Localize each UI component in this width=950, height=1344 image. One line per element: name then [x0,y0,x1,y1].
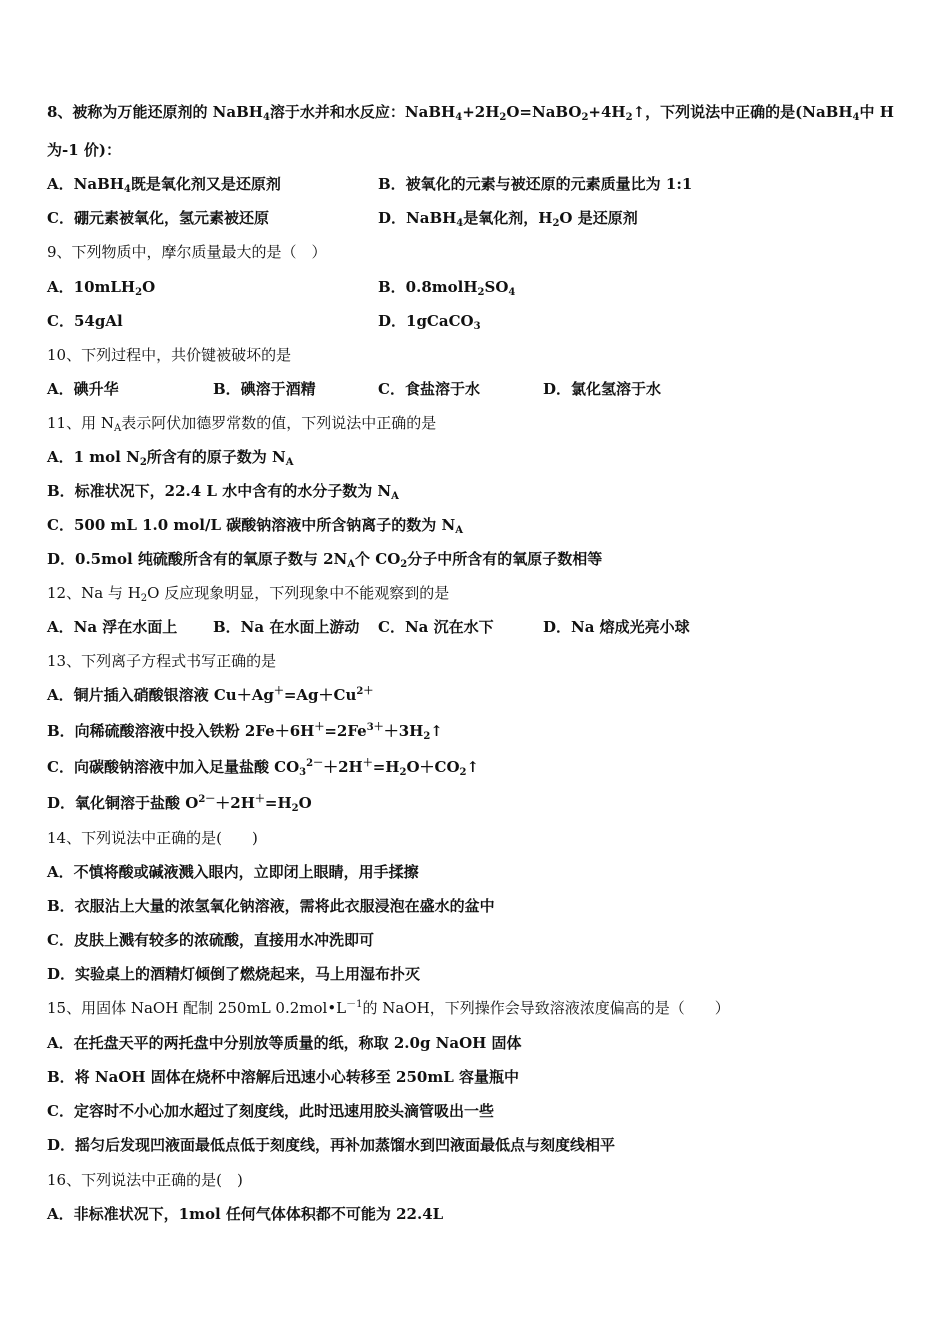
q16-stem: 16、下列说法中正确的是( ) [47,1171,243,1189]
q16-option-a[interactable]: A．非标准状况下，1mol 任何气体体积都不可能为 22.4L [47,1205,444,1223]
q10-stem: 10、下列过程中，共价键被破坏的是 [47,346,292,364]
q13-option-d[interactable]: D．氧化铜溶于盐酸 $O^{2-}+2H^+=H_2O$ [47,794,312,814]
q15-option-b[interactable]: B．将 NaOH 固体在烧杯中溶解后迅速小心转移至 250mL 容量瓶中 [47,1068,519,1086]
q11-stem: 11、用 $N_A$表示阿伏加德罗常数的值，下列说法中正确的是 [47,414,437,434]
q9-option-c[interactable]: C．54gAl [47,312,123,330]
q12-stem: 12、Na 与 $H_2O$ 反应现象明显，下列现象中不能观察到的是 [47,584,450,604]
q9-option-a[interactable]: A．10mLH$_2$O [47,278,156,298]
q12-option-a[interactable]: A．Na 浮在水面上 [47,618,178,636]
q14-option-a[interactable]: A．不慎将酸或碱液溅入眼内，立即闭上眼睛，用手揉擦 [47,863,419,881]
q8-option-d[interactable]: D．NaBH$_4$是氧化剂，$H_2O$ 是还原剂 [378,209,638,229]
q9-option-b[interactable]: B．$0.8molH_2SO_4$ [378,278,516,298]
q9-option-d[interactable]: D．1gCaCO$_3$ [378,312,481,332]
q8-stem-line2: 为-1 价)： [47,141,121,159]
q10-option-d[interactable]: D．氯化氢溶于水 [543,380,662,398]
q14-option-c[interactable]: C．皮肤上溅有较多的浓硫酸，直接用水冲洗即可 [47,931,374,949]
q15-option-c[interactable]: C．定容时不小心加水超过了刻度线，此时迅速用胶头滴管吸出一些 [47,1102,494,1120]
q8-option-c[interactable]: C．硼元素被氧化，氢元素被还原 [47,209,269,227]
q13-option-b[interactable]: B．向稀硫酸溶液中投入铁粉 $2Fe+6H^+=2Fe^{3+}+3H_2↑$ [47,722,443,742]
q10-option-a[interactable]: A．碘升华 [47,380,119,398]
q11-option-c[interactable]: C．500 mL 1.0 mol/L 碳酸钠溶液中所含钠离子的数为 $N_A$ [47,516,463,536]
q10-option-b[interactable]: B．碘溶于酒精 [213,380,316,398]
q10-option-c[interactable]: C．食盐溶于水 [378,380,480,398]
q13-option-a[interactable]: A．铜片插入硝酸银溶液 $Cu+Ag^+=Ag+Cu^{2+}$ [47,686,374,704]
q13-option-c[interactable]: C．向碳酸钠溶液中加入足量盐酸 $CO_3^{2-}+2H^+=H_2O+CO_2↑$ [47,758,480,778]
q11-option-d[interactable]: D．0.5mol 纯硫酸所含有的氧原子数与 $2N_A$个 $CO_2$分子中所含有的氧原子数相等 [47,550,603,570]
q14-option-b[interactable]: B．衣服沾上大量的浓氢氧化钠溶液，需将此衣服浸泡在盛水的盆中 [47,897,495,915]
q11-option-a[interactable]: A．1 mol $N_2$所含有的原子数为 $N_A$ [47,448,294,468]
q15-stem: 15、用固体 NaOH 配制 250mL $0.2mol•L^{-1}$的 NaOH，下列操作会导致溶液浓度偏高的是（ ） [47,999,730,1017]
q15-option-a[interactable]: A．在托盘天平的两托盘中分别放等质量的纸，称取 2.0g NaOH 固体 [47,1034,522,1052]
q12-option-c[interactable]: C．Na 沉在水下 [378,618,494,636]
q11-option-b[interactable]: B．标准状况下，22.4 L 水中含有的水分子数为 $N_A$ [47,482,399,502]
q8-option-a[interactable]: A．NaBH$_4$既是氧化剂又是还原剂 [47,175,281,195]
q13-stem: 13、下列离子方程式书写正确的是 [47,652,277,670]
q15-option-d[interactable]: D．摇匀后发现凹液面最低点低于刻度线，再补加蒸馏水到凹液面最低点与刻度线相平 [47,1136,616,1154]
q14-stem: 14、下列说法中正确的是( ) [47,829,258,847]
q12-option-b[interactable]: B．Na 在水面上游动 [213,618,360,636]
q8-option-b[interactable]: B．被氧化的元素与被还原的元素质量比为 1:1 [378,175,693,193]
q14-option-d[interactable]: D．实验桌上的酒精灯倾倒了燃烧起来，马上用湿布扑灭 [47,965,421,983]
q12-option-d[interactable]: D．Na 熔成光亮小球 [543,618,690,636]
q8-stem-line1: 8、被称为万能还原剂的 NaBH$_4$溶于水并和水反应：$NaBH_4+2H_2O=NaBO_2+4H_2↑$，下列说法中正确的是(NaBH$_4$中 H [47,103,894,123]
q9-stem: 9、下列物质中，摩尔质量最大的是（ ） [47,243,327,261]
